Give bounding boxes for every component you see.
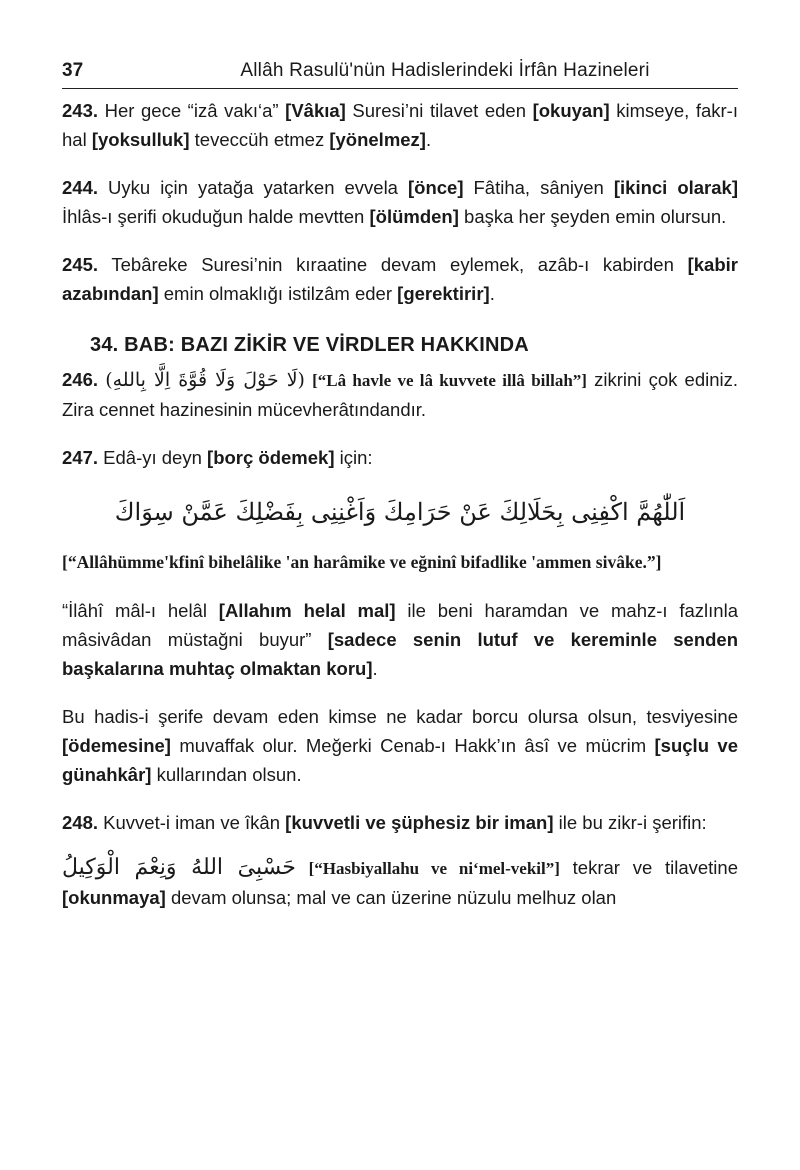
- arabic-phrase: حَسْبِىَ اللهُ وَنِعْمَ الْوَكِيلُ: [62, 855, 296, 880]
- hadith-243: 243. Her gece “izâ vakı‘a” [Vâkıa] Suresi’ni tilavet eden [okuyan] kimseye, fakr-ı hal [yoksulluk] teveccüh etmez [yönelmez].: [62, 100, 738, 150]
- transliteration: [“Hasbiyallahu ve ni‘mel-vekil”]: [308, 859, 560, 878]
- page-number: 37: [62, 60, 84, 81]
- hadith-248-continued: حَسْبِىَ اللهُ وَنِعْمَ الْوَكِيلُ [“Hasbiyallahu ve ni‘mel-vekil”] tekrar ve tilavetine [okunmaya] devam olunsa; mal ve can üzerine nüzulu melhuz olan: [62, 855, 738, 908]
- hadith-248: 248. Kuvvet-i iman ve îkân [kuvvetli ve şüphesiz bir iman] ile bu zikr-i şerifin:: [62, 812, 707, 833]
- running-title: Allâh Rasulü'nün Hadislerindeki İrfân Hazineleri: [240, 60, 650, 81]
- page-content: [62, 96, 738, 912]
- meaning-paragraph: “İlâhî mâl-ı helâl [Allahım helal mal] ile beni haramdan ve mahz-ı fazlınla mâsivâdan müstağni buyur” [sadece senin lutuf ve kereminle senden başkalarına muhtaç olmaktan koru].: [62, 600, 739, 679]
- hadith-number: 244.: [62, 177, 99, 198]
- hadith-number: 248.: [62, 812, 99, 833]
- arabic-prayer: اَللّٰهُمَّ اكْفِنِى بِحَلَالِكَ عَنْ حَرَامِكَ وَاَغْنِنِى بِفَضْلِكَ عَمَّنْ سِوَاكَ: [114, 498, 686, 526]
- hadith-number: 247.: [62, 447, 99, 468]
- arabic-phrase: (لَا حَوْلَ وَلَا قُوَّةَ اِلَّا بِاللهِ): [105, 369, 305, 391]
- section-heading: 34. BAB: BAZI ZİKİR VE VİRDLER HAKKINDA: [90, 334, 529, 356]
- explanation-paragraph: Bu hadis-i şerife devam eden kimse ne kadar borcu olursa olsun, tesviyesine [ödemesine] muvaffak olur. Meğerki Cenab-ı Hakk’ın âsî ve mücrim [suçlu ve günahkâr] kullarından olsun.: [62, 706, 738, 785]
- hadith-244: 244. Uyku için yatağa yatarken evvela [önce] Fâtiha, sâniyen [ikinci olarak] İhlâs-ı şerifi okuduğun halde mevtten [ölümden] başka her şeyden emin olursun.: [62, 177, 738, 227]
- hadith-number: 243.: [62, 100, 99, 121]
- hadith-number: 245.: [62, 254, 99, 275]
- hadith-number: 246.: [62, 369, 99, 390]
- transliteration-block: [“Allâhümme'kfinî bihelâlike 'an harâmike ve eğninî bifadlike 'ammen sivâke.”]: [62, 552, 662, 572]
- page-header: [62, 52, 738, 89]
- hadith-246: 246. (لَا حَوْلَ وَلَا قُوَّةَ اِلَّا بِاللهِ) [“Lâ havle ve lâ kuvvete illâ billah”] zikrini çok ediniz. Zira cennet hazinesinin mücevherâtındandır.: [62, 369, 739, 420]
- hadith-245: 245. Tebâreke Suresi’nin kıraatine devam eylemek, azâb-ı kabirden [kabir azabından] emin olmaklığı istilzâm eder [gerektirir].: [62, 254, 738, 304]
- transliteration: [“Lâ havle ve lâ kuvvete illâ billah”]: [312, 371, 587, 390]
- hadith-247: 247. Edâ-yı deyn [borç ödemek] için:: [62, 447, 373, 468]
